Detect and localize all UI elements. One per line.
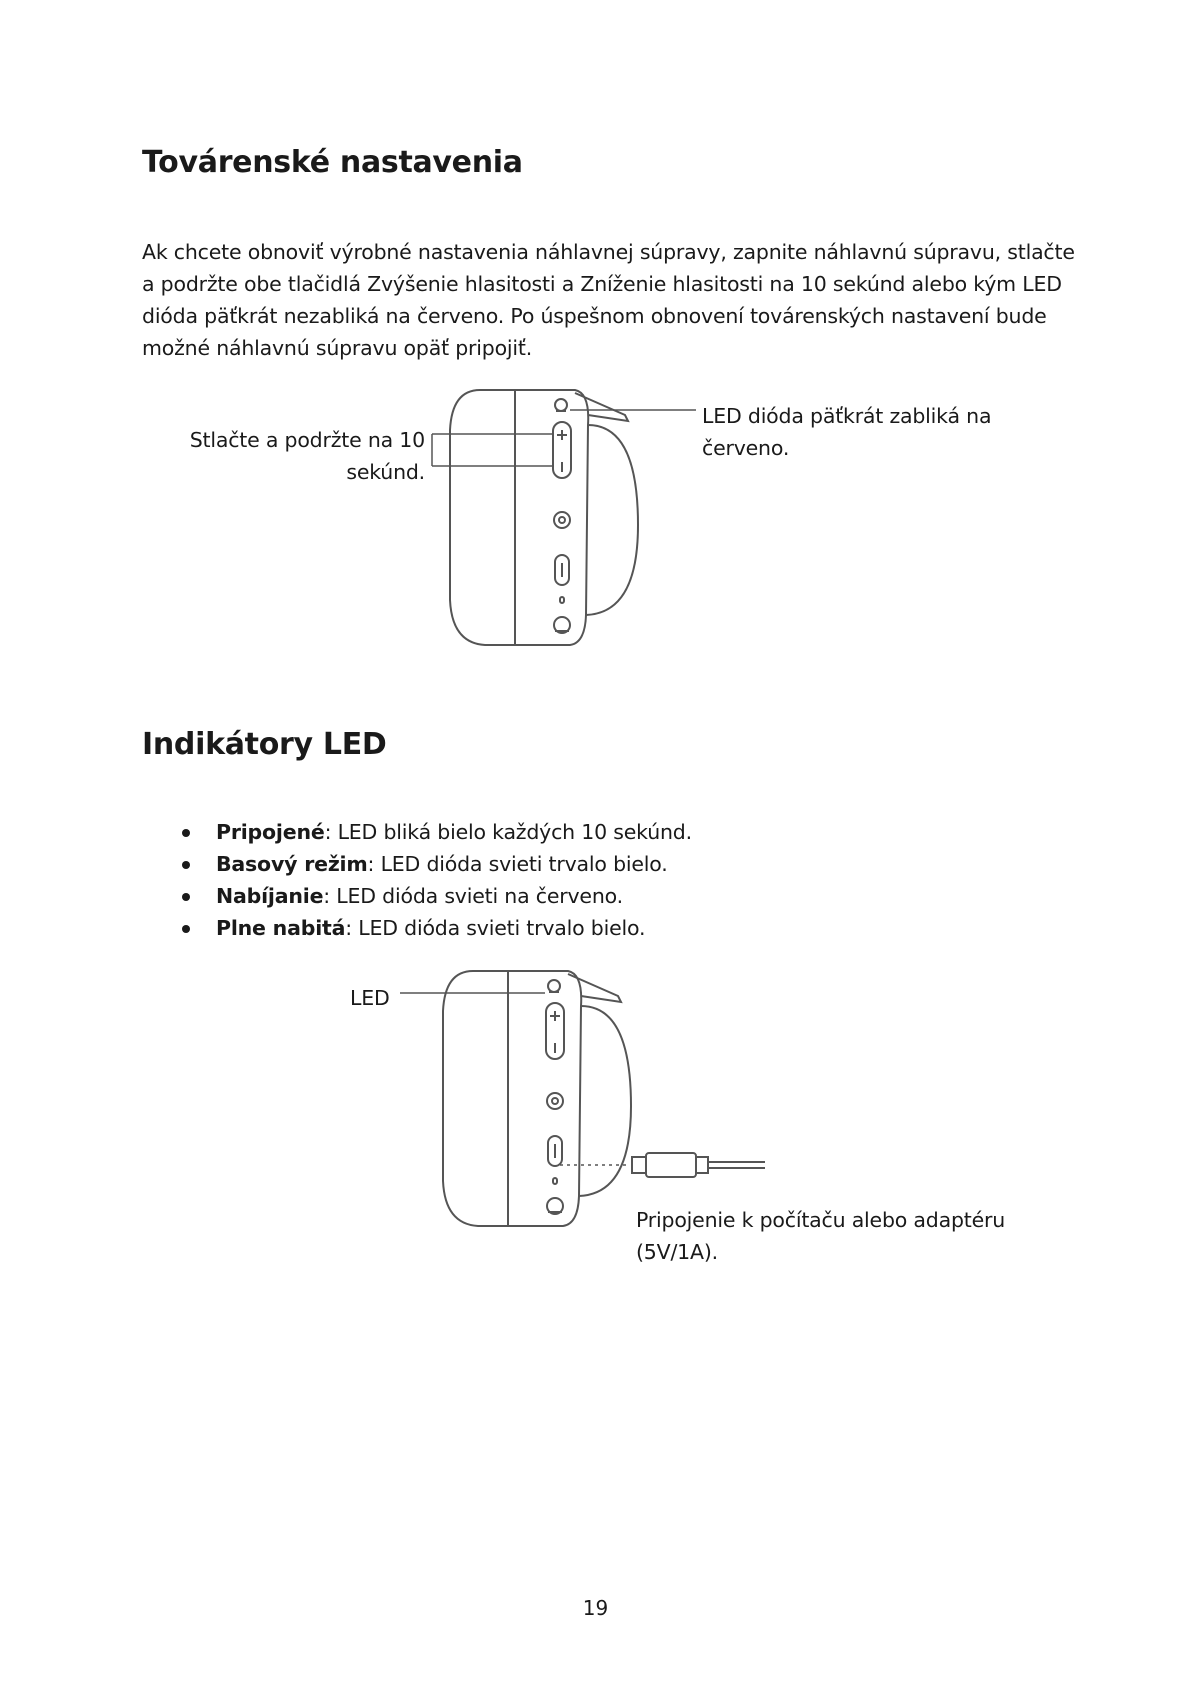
led-blink-label: LED dióda päťkrát zabliká na červeno. bbox=[702, 404, 992, 460]
bullet-icon bbox=[182, 893, 190, 901]
list-item bbox=[182, 880, 692, 912]
section-heading-factory-reset: Továrenské nastavenia bbox=[142, 145, 523, 180]
list-item-desc: : LED dióda svieti trvalo bielo. bbox=[367, 852, 668, 876]
usb-c-cable-illustration bbox=[560, 1145, 770, 1185]
list-item-term: Plne nabitá bbox=[216, 916, 346, 940]
bullet-icon bbox=[182, 829, 190, 837]
led-indicator-list bbox=[182, 816, 692, 944]
list-item-desc: : LED dióda svieti trvalo bielo. bbox=[345, 916, 646, 940]
list-item bbox=[182, 816, 692, 848]
connection-label: Pripojenie k počítaču alebo adaptéru (5V/1A). bbox=[636, 1208, 1006, 1264]
bullet-icon bbox=[182, 925, 190, 933]
factory-reset-paragraph: Ak chcete obnoviť výrobné nastavenia náhlavnej súpravy, zapnite náhlavnú súpravu, stlačte a podržte obe tlačidlá Zvýšenie hlasitosti a Zníženie hlasitosti na 10 sekúnd alebo kým LED dióda päťkrát nezabliká na červeno. Po úspešnom obnovení továrenských nastavení bude možné náhlavnú súpravu opäť pripojiť. bbox=[142, 240, 1075, 360]
list-item-term: Nabíjanie bbox=[216, 884, 324, 908]
list-item bbox=[182, 848, 692, 880]
press-hold-label: Stlačte a podržte na 10 sekúnd. bbox=[189, 428, 425, 484]
list-item-desc: : LED dióda svieti na červeno. bbox=[323, 884, 623, 908]
list-item-desc: : LED bliká bielo každých 10 sekúnd. bbox=[324, 820, 692, 844]
bullet-icon bbox=[182, 861, 190, 869]
list-item-term: Basový režim bbox=[216, 852, 368, 876]
led-callout-line bbox=[400, 988, 550, 998]
blink-callout-line bbox=[570, 405, 700, 415]
headphone-earcup-illustration bbox=[433, 966, 703, 1236]
list-item bbox=[182, 912, 692, 944]
list-item-term: Pripojené bbox=[216, 820, 325, 844]
page-number: 19 bbox=[582, 1596, 609, 1620]
press-callout-bracket bbox=[430, 420, 560, 480]
led-label: LED bbox=[350, 986, 390, 1010]
section-heading-led-indicators: Indikátory LED bbox=[142, 727, 387, 762]
